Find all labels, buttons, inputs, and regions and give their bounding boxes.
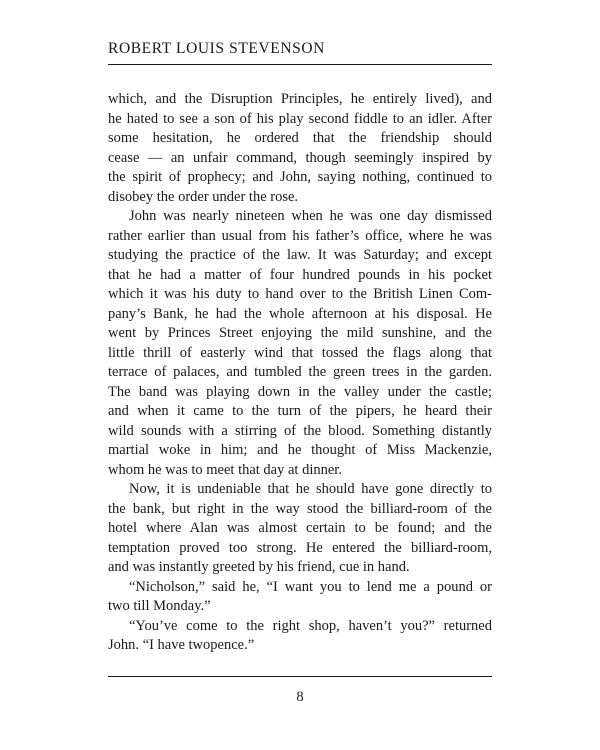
header-rule	[108, 64, 492, 65]
text-line: hotel where Alan was almost certain to be found; and the	[108, 520, 492, 536]
text-line: terrace of palaces, and tumbled the green trees in the garden.	[108, 364, 492, 380]
text-line: went by Princes Street enjoying the mild sunshine, and the	[108, 325, 492, 341]
text-line: martial woke in him; and he thought of Miss Mackenzie,	[108, 442, 492, 458]
footer-rule	[108, 676, 492, 677]
text-line: he hated to see a son of his play second fiddle to an idler. After	[108, 110, 492, 127]
text-line: whom he was to meet that day at dinner.	[108, 461, 342, 478]
text-line: cease — an unfair command, though seemingly inspired by	[108, 149, 492, 166]
text-line: the bank, but right in the way stood the billiard-room of the	[108, 500, 492, 517]
text-line: John was nearly nineteen when he was one day dismissed	[129, 208, 492, 224]
text-line: little thrill of easterly wind that tossed the flags along that	[108, 344, 492, 361]
text-line: Now, it is undeniable that he should have gone directly to	[129, 481, 492, 497]
text-line: “You’ve come to the right shop, haven’t you?” returned	[129, 617, 492, 634]
page-number: 8	[296, 689, 304, 705]
text-line: and was instantly greeted by his friend, cue in hand.	[108, 559, 410, 575]
text-line: John. “I have twopence.”	[108, 637, 255, 653]
text-line: some hesitation, he ordered that the friendship should	[108, 130, 492, 146]
text-line: and when it came to the turn of the pipers, he heard their	[108, 403, 492, 419]
body-text	[108, 90, 492, 656]
text-line: the spirit of prophecy; and John, saying nothing, continued to	[108, 169, 492, 185]
text-line: studying the practice of the law. It was Saturday; and except	[108, 247, 492, 263]
text-line: temptation proved too strong. He entered the billiard-room,	[108, 539, 492, 556]
text-line: rather earlier than usual from his father’s office, where he was	[108, 227, 492, 244]
text-line: two till Monday.”	[108, 598, 211, 614]
text-line: that he had a matter of four hundred pounds in his pocket	[108, 266, 492, 283]
book-page	[108, 0, 492, 750]
text-line: wild sounds with a stirring of the blood. Something distantly	[108, 422, 492, 439]
text-line: “Nicholson,” said he, “I want you to lend me a pound or	[129, 578, 492, 595]
text-line: disobey the order under the rose.	[108, 188, 299, 205]
running-head: ROBERT LOUIS STEVENSON	[108, 40, 325, 57]
text-line: pany’s Bank, he had the whole afternoon at his disposal. He	[108, 305, 492, 322]
text-line: which, and the Disruption Principles, he entirely lived), and	[108, 91, 492, 107]
text-line: which it was his duty to hand over to the British Linen Com-	[108, 286, 492, 302]
text-line: The band was playing down in the valley under the castle;	[108, 383, 492, 400]
